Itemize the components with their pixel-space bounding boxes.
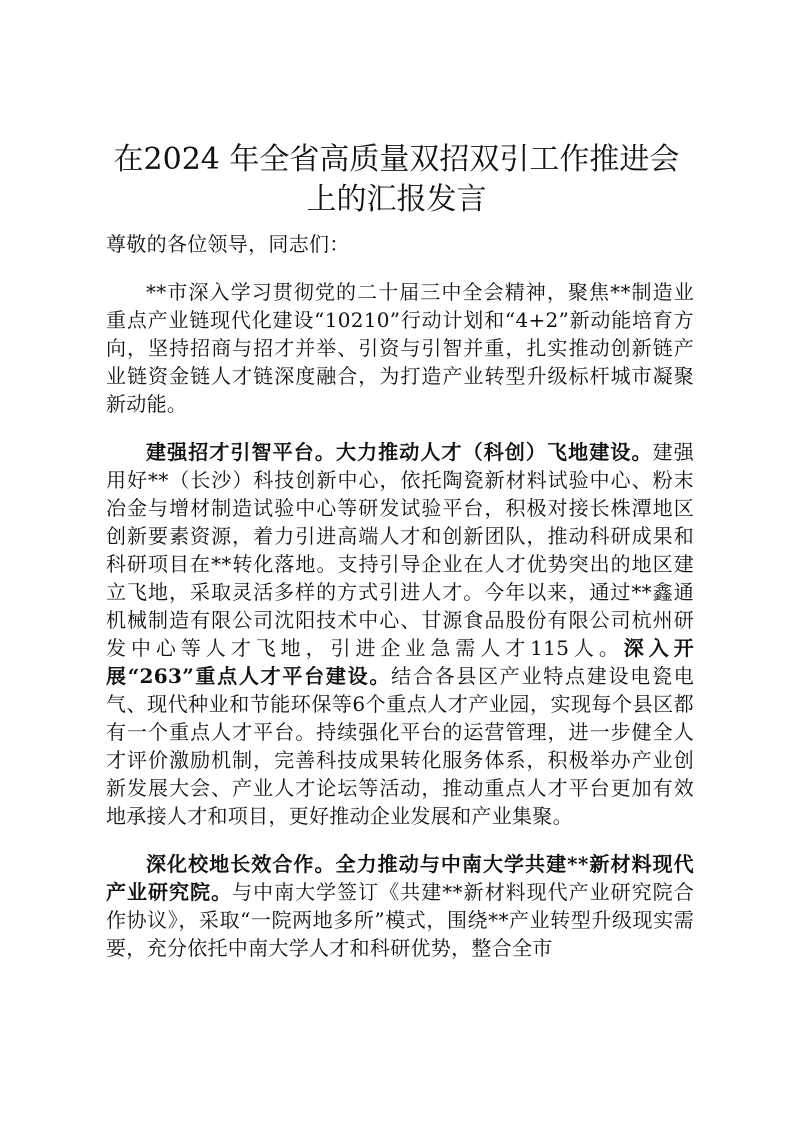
paragraph-subheading: 深入开展“263”重点人才平台建设。 <box>106 636 694 688</box>
paragraph-text: 建强用好**（长沙）科技创新中心，依托陶瓷新材料试验中心、粉末冶金与增材制造试验中心等研发试验平台，积极对接长株潭地区创新要素资源，着力引进高端人才和创新团队，推动科研成果和科研项目在**转化落地。支持引导企业在人才优势突出的地区建立飞地，采取灵活多样的方式引进人才。今年以来，通过**鑫通机械制造有限公司沈阳技术中心、甘源食品股份有限公司杭州研发中心等人才飞地，引进企业急需人才115人。 <box>106 440 695 660</box>
salutation: 尊敬的各位领导，同志们： <box>106 232 350 256</box>
document-body <box>106 230 694 982</box>
paragraph-text: **市深入学习贯彻党的二十届三中全会精神，聚焦**制造业重点产业链现代化建设“10210”行动计划和“4+2”新动能培育方向，坚持招商与招才并举、引资与引智并重，扎实推动创新链产业链资金链人才链深度融合，为打造产业转型升级标杆城市凝聚新动能。 <box>106 280 694 416</box>
paragraph-text: 与中南大学签订《共建**新材料现代产业研究院合作协议》，采取“一院两地多所”模式，围绕**产业转型升级现实需要，充分依托中南大学人才和科研优势，整合全市 <box>106 880 694 960</box>
paragraph-text: 结合各县区产业特点建设电瓷电气、现代种业和节能环保等6个重点人才产业园，实现每个县区都有一个重点人才平台。持续强化平台的运营管理，进一步健全人才评价激励机制，完善科技成果转化服务体系，积极举办产业创新发展大会、产业人才论坛等活动，推动重点人才平台更加有效地承接人才和项目，更好推动企业发展和产业集聚。 <box>106 664 694 828</box>
paragraph-intro <box>106 278 694 418</box>
paragraph-heading: 深化校地长效合作。全力推动与中南大学共建**新材料现代产业研究院。 <box>106 852 694 904</box>
paragraph-heading: 建强招才引智平台。大力推动人才（科创）飞地建设。 <box>146 440 653 464</box>
document-title: 在2024 年全省高质量双招双引工作推进会上的汇报发言 <box>113 142 680 217</box>
paragraph-platform <box>106 438 694 830</box>
paragraph-cooperation <box>106 850 694 962</box>
